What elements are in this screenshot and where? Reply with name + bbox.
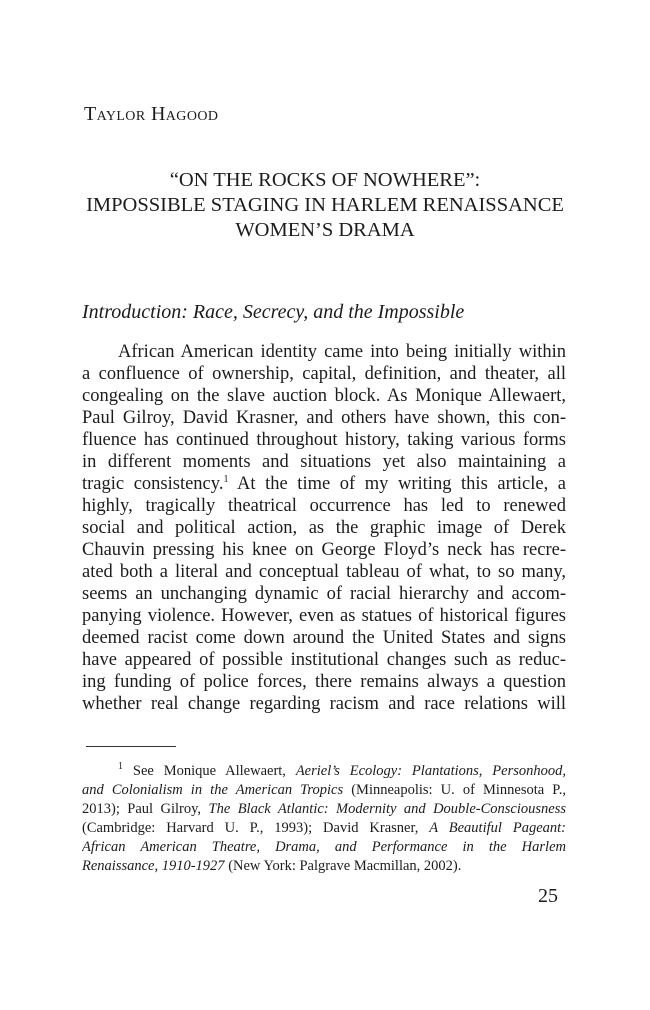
body-line: Paul Gilroy, David Krasner, and others have shown, this con- bbox=[82, 408, 566, 428]
footnote-text: (Cambridge: Harvard U. P., 1993); David Krasner, bbox=[82, 820, 430, 836]
footnote-line bbox=[82, 838, 566, 857]
body-line: a confluence of ownership, capital, definition, and theater, all bbox=[82, 364, 566, 384]
footnote-title: A Beautiful Pageant: bbox=[429, 820, 566, 836]
body-line: congealing on the slave auction block. As Monique Allewaert, bbox=[82, 386, 566, 406]
footnote-title: Renaissance, 1910-1927 bbox=[82, 858, 225, 874]
author-name: Taylor Hagood bbox=[84, 103, 219, 125]
body-line: ated both a literal and conceptual tableau of what, to so many, bbox=[82, 562, 566, 582]
footnote-title: and Colonialism in the American Tropics bbox=[82, 782, 344, 798]
body-line: ing funding of police forces, there remains always a question bbox=[82, 672, 566, 692]
footnote-marker: 1 bbox=[118, 762, 123, 773]
body-text bbox=[82, 341, 566, 715]
footnote-title: The Black Atlantic: Modernity and Double-Consciousness bbox=[208, 801, 566, 817]
body-line: in different moments and situations yet also maintaining a bbox=[82, 452, 566, 472]
body-line: have appeared of possible institutional changes such as reduc- bbox=[82, 650, 566, 670]
footnote-text: (Minneapolis: U. of Minnesota P., bbox=[343, 782, 566, 798]
body-line: African American identity came into being initially within bbox=[118, 342, 566, 362]
footnote-text: See Monique Allewaert, bbox=[132, 763, 296, 779]
footnote-line bbox=[82, 819, 566, 838]
body-line: deemed racist come down around the United States and signs bbox=[82, 628, 566, 648]
body-line: seems an unchanging dynamic of racial hierarchy and accom- bbox=[82, 584, 566, 604]
body-text-segment: At the time of my writing this article, a bbox=[237, 474, 566, 494]
footnote-title: African American Theatre, Drama, and Performance in the Harlem bbox=[82, 839, 566, 855]
body-text-segment: tragic consistency. bbox=[82, 474, 224, 494]
footnote-line bbox=[82, 762, 566, 781]
body-line-with-footnote bbox=[82, 473, 566, 495]
title-line-3: WOMEN’S DRAMA bbox=[235, 219, 415, 241]
body-line: panying violence. However, even as statues of historical figures bbox=[82, 606, 566, 626]
footnote-text: (New York: Palgrave Macmillan, 2002). bbox=[224, 858, 462, 874]
body-line: highly, tragically theatrical occurrence has led to renewed bbox=[82, 496, 566, 516]
title-line-2: IMPOSSIBLE STAGING IN HARLEM RENAISSANCE bbox=[86, 194, 564, 216]
footnote-reference[interactable]: 1 bbox=[223, 473, 229, 485]
footnote bbox=[82, 762, 566, 876]
body-line: whether real change regarding racism and race relations will bbox=[82, 694, 566, 714]
body-line: Chauvin pressing his knee on George Floyd’s neck has recre- bbox=[82, 540, 566, 560]
page-number: 25 bbox=[538, 885, 558, 907]
footnote-line bbox=[82, 857, 566, 876]
footnote-divider bbox=[86, 746, 176, 747]
footnote-line bbox=[82, 781, 566, 800]
article-title bbox=[80, 168, 570, 243]
body-line: social and political action, as the graphic image of Derek bbox=[82, 518, 566, 538]
section-heading: Introduction: Race, Secrecy, and the Impossible bbox=[82, 301, 465, 323]
title-line-1: “ON THE ROCKS OF NOWHERE”: bbox=[169, 169, 481, 191]
footnote-text: 2013); Paul Gilroy, bbox=[82, 801, 209, 817]
body-line: fluence has continued throughout history, taking various forms bbox=[82, 430, 566, 450]
footnote-title: Aeriel’s Ecology: Plantations, Personhood, bbox=[295, 763, 566, 779]
footnote-line bbox=[82, 800, 566, 819]
